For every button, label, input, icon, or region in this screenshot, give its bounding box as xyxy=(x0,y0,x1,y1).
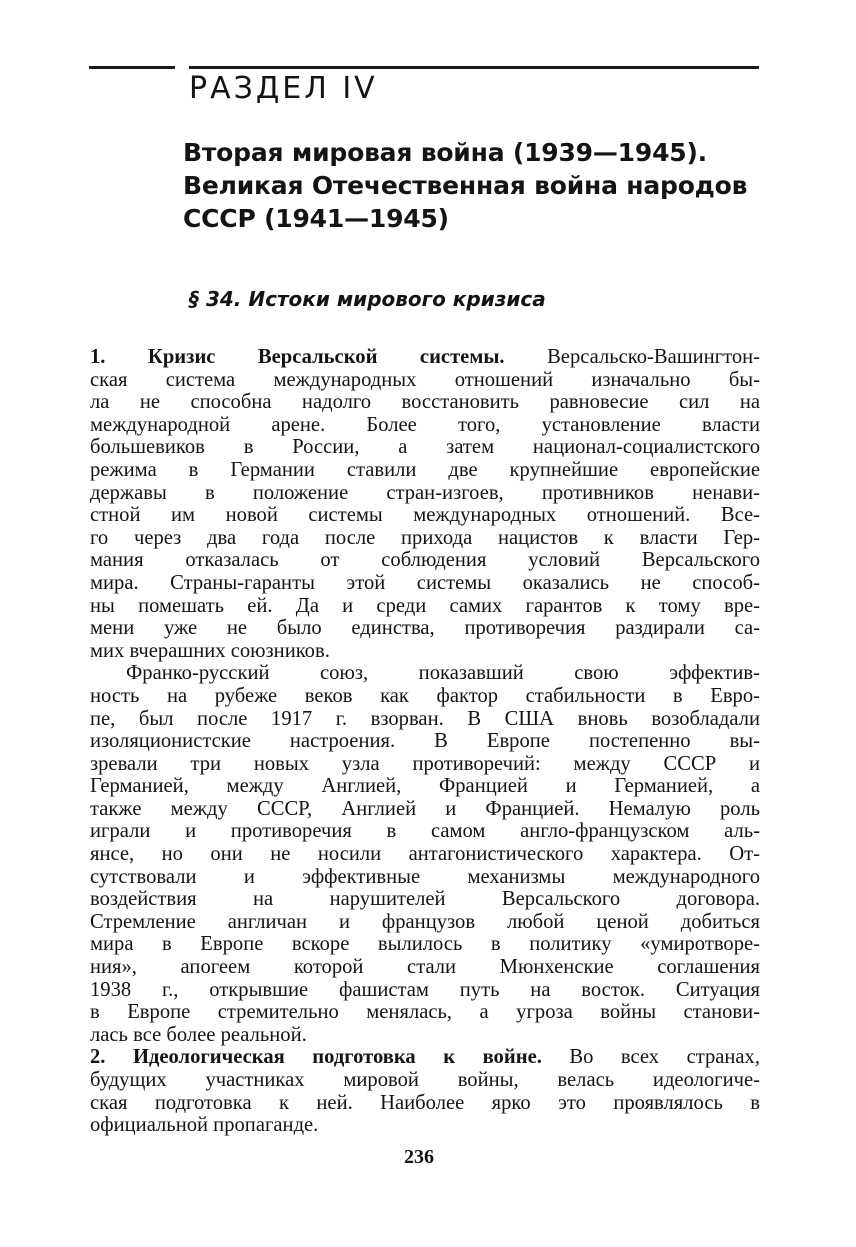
text-line: го через два года после прихода нацистов к власти Гер- xyxy=(90,526,760,549)
text-line: сутствовали и эффективные механизмы международного xyxy=(90,865,760,888)
text-line: официальной пропаганде. xyxy=(90,1114,319,1137)
text-line: играли и противоречия в самом англо-французском аль- xyxy=(90,820,760,843)
body-text xyxy=(90,346,760,1137)
text-line: 2. Идеологическая подготовка к войне. Во всех странах, xyxy=(90,1046,761,1069)
top-rule-left xyxy=(89,66,175,69)
part-title-line: Великая Отечественная война народов xyxy=(183,171,748,200)
subheading-crisis: 1. Кризис Версальской системы. xyxy=(90,346,505,368)
part-title xyxy=(183,136,783,235)
text-line: воздействия на нарушителей Версальского договора. xyxy=(90,888,760,911)
text-line: янсе, но они не носили антагонистического характера. От- xyxy=(90,843,760,866)
text-line: в Европе стремительно менялась, а угроза войны станови- xyxy=(90,1001,760,1024)
text-line: международной арене. Более того, установление власти xyxy=(90,413,760,436)
text-line: ны помешать ей. Да и среди самих гарантов к тому вре- xyxy=(90,594,760,617)
text-line: стной им новой системы международных отношений. Все- xyxy=(90,504,760,527)
part-title-line: Вторая мировая война (1939—1945). xyxy=(183,138,707,167)
text-line: пе, был после 1917 г. взорван. В США вновь возобладали xyxy=(90,707,760,730)
text-line: изоляционистские настроения. В Европе постепенно вы- xyxy=(90,730,760,753)
text-line: ность на рубеже веков как фактор стабильности в Евро- xyxy=(90,684,760,707)
text-line: ская система международных отношений изначально бы- xyxy=(90,368,760,391)
text-line: мира в Европе вскоре вылилось в политику «умиротворе- xyxy=(90,933,760,956)
text-line: режима в Германии ставили две крупнейшие европейские xyxy=(90,458,760,481)
text-line: Франко-русский союз, показавший свою эффектив- xyxy=(126,662,760,685)
page-number: 236 xyxy=(404,1146,434,1168)
text-line: мира. Страны-гаранты этой системы оказались не способ- xyxy=(90,571,760,594)
text-line: 1. Кризис Версальской системы. Версальско-Вашингтон- xyxy=(90,346,760,368)
text-line: лась все более реальной. xyxy=(90,1023,307,1046)
text-line: Стремление англичан и французов любой ценой добиться xyxy=(90,910,760,933)
part-title-line: СССР (1941—1945) xyxy=(183,204,449,233)
text-line: мени уже не было единства, противоречия раздирали са- xyxy=(90,617,760,640)
text-line: большевиков в России, а затем национал-социалистского xyxy=(90,436,760,459)
text-line: также между СССР, Англией и Францией. Немалую роль xyxy=(90,797,760,820)
text-line: Германией, между Англией, Францией и Германией, а xyxy=(90,775,760,798)
section-label: РАЗДЕЛ IV xyxy=(189,71,378,106)
top-rule-right xyxy=(189,66,759,69)
text-line: будущих участниках мировой войны, велась идеологиче- xyxy=(90,1069,760,1091)
subheading-ideology: 2. Идеологическая подготовка к войне. xyxy=(90,1046,542,1069)
text-line: ская подготовка к ней. Наиболее ярко это проявлялось в xyxy=(90,1091,760,1114)
text-line: державы в положение стран-изгоев, противников ненави- xyxy=(90,481,760,504)
text-line: ла не способна надолго восстановить равновесие сил на xyxy=(90,391,760,414)
text-line: мания отказалась от соблюдения условий Версальского xyxy=(90,549,760,572)
text-line: ния», апогеем которой стали Мюнхенские соглашения xyxy=(90,956,760,979)
text-line: зревали три новых узла противоречий: между СССР и xyxy=(90,752,760,775)
text-line: 1938 г., открывшие фашистам путь на восток. Ситуация xyxy=(90,978,760,1001)
paragraph-heading: § 34. Истоки мирового кризиса xyxy=(189,287,546,311)
text-line: мих вчерашних союзников. xyxy=(90,639,330,662)
